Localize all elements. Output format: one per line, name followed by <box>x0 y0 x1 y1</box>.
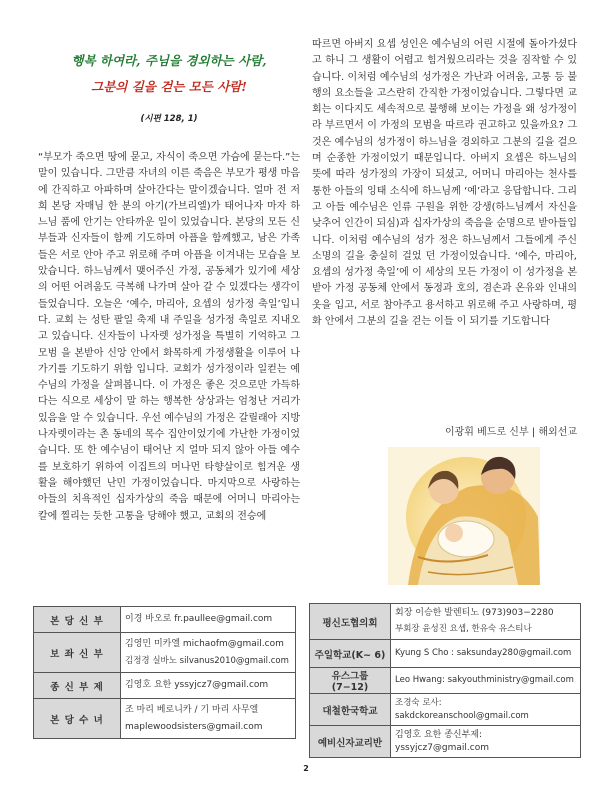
organization-table <box>309 603 581 758</box>
table-row <box>310 604 581 640</box>
table-row <box>34 699 296 739</box>
row-value <box>121 607 296 633</box>
value-line: Leo Hwang: sakyouthministry@gmail.com <box>395 675 574 685</box>
row-label: 예비신자교리반 <box>310 726 391 758</box>
article-heading <box>38 48 300 100</box>
article-right-column <box>312 37 577 330</box>
value-line: 김영민 미카엘 michaofm@gmail.com <box>125 638 284 649</box>
row-label: 본 당 수 녀 <box>34 699 121 739</box>
author-signature: 이광휘 베드로 신부 | 해외선교 <box>444 427 577 438</box>
row-value <box>391 668 581 694</box>
table-row <box>310 668 581 694</box>
row-value <box>121 673 296 699</box>
value-line: 부회장 윤성진 요셉, 한유숙 유스티나 <box>395 624 532 634</box>
heading-line-1: 행복 하여라, 주님을 경외하는 사람, <box>71 53 267 68</box>
table-row <box>310 694 581 726</box>
article-left-text: “부모가 죽으면 땅에 묻고, 자식이 죽으면 가슴에 묻는다.”는 말이 있습니다. 그만큼 자녀의 이른 죽음은 부모가 평생 마음에 간직하고 아파하며 살아간다는 말이겠습니다. 얼마 전 저희 본당 자매님 한 분의 아기(가브리엘)가 태어나자 마자 하느님 품에 안기는 안타까운 일이 있었습니다. 본당의 모든 신부들과 신자들이 함께 기도하며 아픔을 함께했고, 남은 가족들은 서로 안아 주고 위로해 주며 아픔을 이겨내는 모습을 보았습니다. 하느님께서 맺어주신 가정, 공동체가 있기에 세상의 어떤 어려움도 극복해 나가며 살아 갈 수 있겠다는 생각이 들었습니다. 오늘은 ‘예수, 마리아, 요셉의 성가정 축일’입니다. 교회 는 성탄 팔일 축제 내 주일을 성가정 축일로 지내오고 있습니다. 신자들이 나자렛 성가정을 특별히 기억하고 그 모범 을 본받아 신앙 안에서 화목하게 가정생활을 이루어 나가기를 기도하기 위함 입니다. 교회가 성가정이라 일컫는 예수님의 가정을 살펴봅니다. 이 가정은 좋은 것으로만 가득하다는 식으로 세상이 말 하는 행복한 상상과는 엄청난 거리가 있음을 알 수 있습니다. 우선 예수님의 가정은 갈릴래아 지방 나자렛이라는 촌 동네의 목수 집안이었기에 가난한 가정이었습니다. 또 한 예수님이 태어난 지 얼마 되지 않아 아들 예수를 보호하기 위하여 이집트의 머나먼 타향살이로 힘겨운 생활을 해야했던 난민 가정이었습니다. 마지막으로 사랑하는 아들의 치욕적인 십자가상의 죽음 때문에 어머니 마리아는 칼에 찔리는 듯한 고통을 당해야 했고, 교회의 전승에 <box>38 152 300 522</box>
scripture-reference: (시편 128, 1) <box>140 114 198 124</box>
row-label: 대철한국학교 <box>310 694 391 726</box>
holy-family-illustration <box>388 447 540 585</box>
article-left-column <box>38 150 300 525</box>
value-line: 김영호 요한 yssyjcz7@gmail.com <box>125 680 269 690</box>
value-line: 김정경 실바노 silvanus2010@gmail.com <box>125 655 289 666</box>
table-row <box>310 640 581 668</box>
value-line: 회장 이승한 발렌티노 (973)903−2280 <box>395 608 554 618</box>
row-label: 본 당 신 부 <box>34 607 121 633</box>
row-value <box>391 726 581 758</box>
value-line: sakdckoreanschool@gmail.com <box>395 710 529 721</box>
row-label: 종 신 부 제 <box>34 673 121 699</box>
heading-line-2: 그분의 길을 걷는 모든 사람! <box>91 79 247 94</box>
value-line: 이경 바오로 fr.paullee@gmail.com <box>125 614 273 624</box>
row-label: 유스그룹(7−12) <box>310 668 391 694</box>
page-number: 2 <box>303 764 309 773</box>
value-line: maplewoodsisters@gmail.com <box>125 721 263 732</box>
staff-directory-table <box>33 606 296 739</box>
row-value <box>121 633 296 673</box>
value-line: Kyung S Cho : saksunday280@gmail.com <box>395 648 572 658</box>
row-label: 평신도협의회 <box>310 604 391 640</box>
row-value <box>391 694 581 726</box>
table-row <box>310 726 581 758</box>
table-row <box>34 673 296 699</box>
article-right-text: 따르면 아버지 요셉 성인은 예수님의 어린 시절에 돌아가셨다고 하니 그 생활이 어렵고 힘겨웠으리라는 것을 짐작할 수 있 습니다. 이처럼 예수님의 성가정은 가난과 어려움, 고통 등 불행의 요소들을 고스란히 간직한 가정이었습니다. 그렇다면 교회는 이다지도 세속적으로 불행해 보이는 가정을 왜 성가정이라 부르면서 이 가정의 모범을 따르라 권고하고 있을까요? 그것은 예수님의 성가정이 하느님을 경외하고 그분의 길을 걸으며 순종한 가정이었기 때문입니다. 아버지 요셉은 하느님의 뜻에 따라 성가정의 가장이 되셨고, 어머니 마리아는 천사를 통한 아들의 잉태 소식에 하느님께 ‘예’라고 응답합니다. 그리고 아들 예수님은 인류 구원을 위한 강생(하느님께서 자신을 낮추어 인간이 되심)과 십자가상의 죽음을 순명으로 받아들입니다. 이처럼 예수님의 성가 정은 하느님께서 그들에게 주신 소명의 길을 충실히 걸었 던 가정이었습니다. ‘예수, 마리아, 요셉의 성가정 축일’에 이 세상의 모든 가정이 이 성가정을 본받아 가정 공동체 안에서 동정과 호의, 겸손과 온유와 인내의 옷을 입고, 서로 참아주고 용서하고 위로해 주고 사랑하며, 평화 안에서 그분의 길을 걷는 이들 이 되기를 기도합니다 <box>312 39 577 328</box>
value-line: 김영호 요한 종신부제: <box>395 729 483 740</box>
table-row <box>34 633 296 673</box>
row-value <box>121 699 296 739</box>
table-row <box>34 607 296 633</box>
value-line: 조경숙 로사: <box>395 697 442 708</box>
value-line: 조 마리 베로니카 / 기 마리 사무엘 <box>125 704 259 715</box>
row-label: 주일학교(K~ 6) <box>310 640 391 668</box>
value-line: yssyjcz7@gmail.com <box>395 742 490 753</box>
row-label: 보 좌 신 부 <box>34 633 121 673</box>
row-value <box>391 604 581 640</box>
row-value <box>391 640 581 668</box>
